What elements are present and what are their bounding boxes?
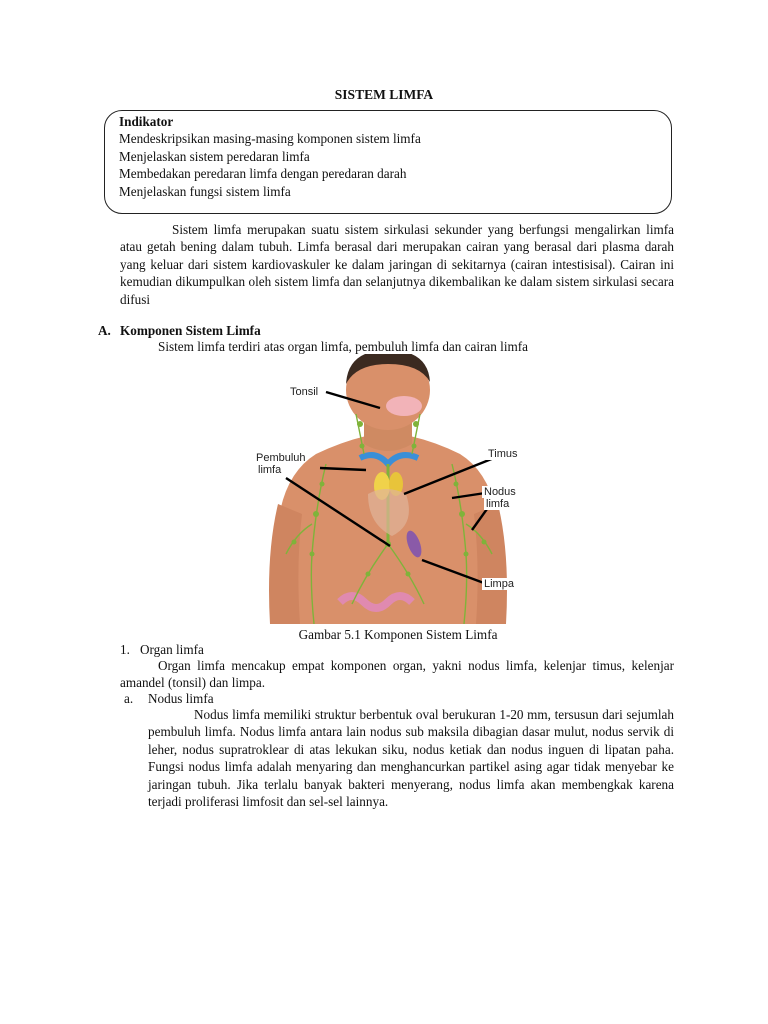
intro-paragraph bbox=[120, 221, 674, 308]
section-title: Komponen Sistem Limfa bbox=[120, 323, 261, 338]
indicator-heading: Indikator bbox=[119, 114, 174, 129]
organ-paragraph bbox=[120, 657, 674, 692]
organ-number: 1. bbox=[120, 642, 130, 657]
organ-text: Organ limfa mencakup empat komponen organ, yakni nodus limfa, kelenjar timus, kelenjar amandel (tonsil) dan limpa. bbox=[120, 658, 674, 691]
nodus-title: Nodus limfa bbox=[148, 691, 214, 706]
label-tonsil: Tonsil bbox=[290, 386, 319, 398]
section-letter: A. bbox=[98, 323, 111, 338]
label-nodus-2: limfa bbox=[486, 498, 510, 510]
section-a-subtext: Sistem limfa terdiri atas organ limfa, pembuluh limfa dan cairan limfa bbox=[158, 339, 528, 354]
nodus-paragraph bbox=[148, 706, 674, 810]
intro-text: Sistem limfa merupakan suatu sistem sirkulasi sekunder yang berfungsi mengalirkan limfa atau getah bening dalam tubuh. Limfa berasal dari merupakan cairan yang berasal dari plasma darah yang keluar dari sistem kardiovaskuler ke dalam jaringan di sekitarnya (cairan intestisisal). Cairan ini kemudian dikumpulkan oleh sistem limfa dan selanjutnya dikembalikan ke dalam sistem sirkulasi secara difusi bbox=[120, 222, 674, 307]
page-title: SISTEM LIMFA bbox=[334, 87, 434, 102]
label-nodus-1: Nodus bbox=[484, 486, 516, 498]
label-pembuluh-2: limfa bbox=[258, 464, 282, 476]
figure-caption: Gambar 5.1 Komponen Sistem Limfa bbox=[298, 627, 498, 642]
label-timus: Timus bbox=[488, 448, 518, 460]
label-limpa: Limpa bbox=[484, 578, 514, 590]
nodus-letter: a. bbox=[124, 691, 134, 706]
organ-heading bbox=[120, 641, 204, 658]
indicator-item: Menjelaskan fungsi sistem limfa bbox=[119, 183, 291, 199]
label-pembuluh-1: Pembuluh bbox=[256, 452, 306, 464]
nodus-heading bbox=[124, 690, 214, 707]
section-a-heading bbox=[98, 322, 261, 339]
indicator-item: Mendeskripsikan masing-masing komponen sistem limfa bbox=[119, 131, 421, 147]
indicator-item: Menjelaskan sistem peredaran limfa bbox=[119, 148, 310, 164]
lymph-system-figure bbox=[256, 354, 520, 624]
indicator-box bbox=[104, 110, 672, 214]
organ-title: Organ limfa bbox=[140, 642, 204, 657]
indicator-item: Membedakan peredaran limfa dengan peredaran darah bbox=[119, 166, 407, 182]
nodus-text: Nodus limfa memiliki struktur berbentuk oval berukuran 1-20 mm, tersusun dari sejumlah pembuluh limfa. Nodus limfa antara lain nodus sub maksila dibagian dasar mulut, nodus servik di leher, nodus supratroklear di atas lekukan siku, nodus ketiak dan nodus inguen di lipatan paha. Fungsi nodus limfa adalah menyaring dan menghancurkan partikel asing agar tidak menyebar ke jaringan tubuh. Jika terlalu banyak bakteri menyerang, nodus limfa akan membengkak karena terjadi proliferasi limfosit dan sel-sel lainnya. bbox=[148, 707, 674, 810]
